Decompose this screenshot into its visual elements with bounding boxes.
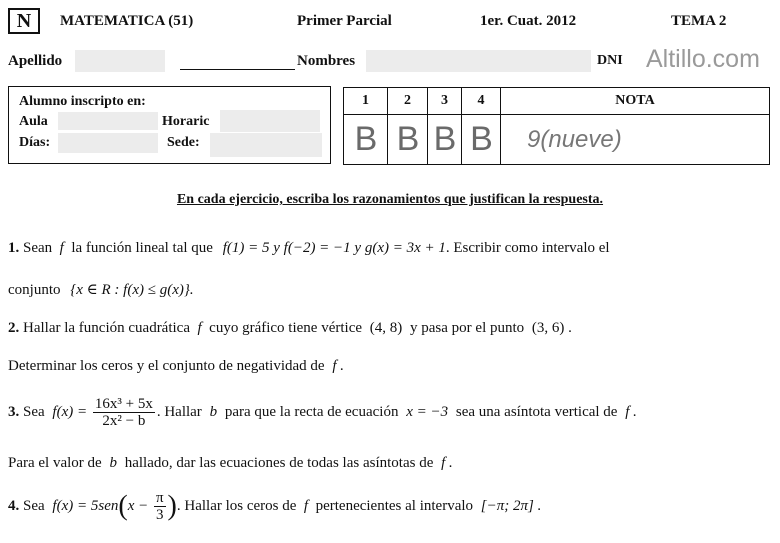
exercise-4-pi-fraction <box>154 490 166 523</box>
exercise-4-line-1 <box>8 490 541 523</box>
aula-redaction <box>58 112 158 130</box>
form-letter-box <box>8 8 40 34</box>
horario-label: Horaric <box>162 114 210 129</box>
exercise-2-line-1 <box>8 320 572 337</box>
exercise-3-denominator: 2x² − b <box>102 413 146 429</box>
exercise-3-line-1 <box>8 396 637 429</box>
exercise-1-set: {x ∈ R : f(x) ≤ g(x)}. <box>70 282 194 298</box>
grade-header-2: 2 <box>388 88 428 115</box>
exercise-3-text-d: sea una asíntota vertical de <box>455 403 618 420</box>
exercise-1-text-b: la función lineal tal que <box>71 240 213 256</box>
exercise-3-fraction <box>93 396 155 429</box>
grades-table <box>343 87 770 165</box>
exercise-2-text-line2: Determinar los ceros y el conjunto de negatividad de <box>8 358 325 374</box>
exercise-4-interval: [−π; 2π] . <box>480 497 542 514</box>
exercise-2-text-a: Hallar la función cuadrática <box>23 320 190 336</box>
exercise-4-text-a: Sea <box>23 497 45 514</box>
grade-nota-value: 9(nueve) <box>501 115 770 165</box>
exercise-4-fx: f(x) = 5sen <box>52 497 119 514</box>
exercise-4-inner-x: x − <box>127 497 149 514</box>
grade-value-2: B <box>388 115 428 165</box>
exam-period: 1er. Cuat. 2012 <box>480 13 577 29</box>
apellido-redaction <box>75 50 165 72</box>
horario-redaction <box>220 110 320 132</box>
exercise-1-f-symbol: f <box>55 240 68 256</box>
exercise-3-number: 3. <box>8 403 20 420</box>
exercise-3-b-symbol-2: b <box>109 455 117 471</box>
exercise-3-fx: f(x) = <box>52 403 88 420</box>
exercise-3-text-line2a: Para el valor de <box>8 455 102 471</box>
aula-label: Aula <box>19 114 48 129</box>
exercise-4-close-paren: ) <box>167 490 177 522</box>
dni-label: DNI <box>597 53 623 68</box>
grade-header-1: 1 <box>344 88 388 115</box>
grade-value-1: B <box>344 115 388 165</box>
exercise-2-point: (3, 6) . <box>531 320 572 336</box>
dias-redaction <box>58 133 158 153</box>
exercise-2-f-symbol: f <box>193 320 206 336</box>
apellido-underline <box>180 69 295 70</box>
exercise-2-f-end: f . <box>332 358 344 374</box>
exercise-1-text-e: conjunto <box>8 282 61 298</box>
exercise-4-text-c: pertenecientes al intervalo <box>315 497 474 514</box>
exam-title: Primer Parcial <box>297 13 392 29</box>
exercise-2-text-d: y pasa por el punto <box>410 320 525 336</box>
exercise-3-line-2 <box>8 455 453 472</box>
exercise-2-line-2 <box>8 358 344 375</box>
exercise-1-line-2 <box>8 280 194 299</box>
exercise-3-b-symbol: b <box>209 403 218 420</box>
exercise-3-f-end: f . <box>625 403 637 420</box>
exercise-3-equation: x = −3 <box>406 403 449 420</box>
exercise-1-text-a: Sean <box>23 240 53 256</box>
grade-value-4: B <box>462 115 501 165</box>
exam-tema: TEMA 2 <box>671 13 727 29</box>
nombres-redaction <box>366 50 591 72</box>
exercise-4-open-paren: ( <box>118 490 128 522</box>
exercise-2-number: 2. <box>8 320 20 336</box>
exercise-4-number: 4. <box>8 497 20 514</box>
exercise-4-text-b: . Hallar los ceros de <box>176 497 297 514</box>
grade-header-4: 4 <box>462 88 501 115</box>
exercise-1-number: 1. <box>8 240 20 256</box>
exercise-2-text-b: cuyo gráfico tiene vértice <box>209 320 363 336</box>
grade-value-3: B <box>428 115 462 165</box>
exercise-3-numerator: 16x³ + 5x <box>94 396 153 412</box>
dias-label: Días: <box>19 135 51 150</box>
exercise-2-vertex: (4, 8) <box>369 320 403 336</box>
apellido-label: Apellido <box>8 53 63 69</box>
exercise-3-text-b: . Hallar <box>156 403 202 420</box>
exercise-4-f-symbol: f <box>300 497 312 514</box>
exercise-3-text-a: Sea <box>23 403 45 420</box>
grade-header-3: 3 <box>428 88 462 115</box>
sede-label: Sede: <box>167 135 200 150</box>
exercise-3-text-c: para que la recta de ecuación <box>224 403 399 420</box>
exercise-1-line-1 <box>8 240 610 257</box>
exercise-3-f-end-2: f . <box>441 455 453 471</box>
exercise-4-pi-num: π <box>155 490 164 506</box>
form-letter: N <box>16 10 32 32</box>
course-title: MATEMATICA (51) <box>60 13 194 29</box>
watermark-logo: Altillo.com <box>646 45 760 73</box>
nombres-label: Nombres <box>297 53 356 69</box>
sede-redaction <box>210 133 322 157</box>
student-box-title: Alumno inscripto en: <box>19 94 146 109</box>
exercise-1-text-d: . Escribir como intervalo el <box>445 240 610 256</box>
exercise-3-text-line2b: hallado, dar las ecuaciones de todas las asíntotas de <box>124 455 434 471</box>
grade-header-nota: NOTA <box>501 88 770 115</box>
exercise-1-conditions: f(1) = 5 y f(−2) = −1 y g(x) = 3x + 1 <box>222 240 446 256</box>
instruction-text: En cada ejercicio, escriba los razonamientos que justifican la respuesta. <box>176 192 604 207</box>
exercise-4-pi-den: 3 <box>156 507 164 523</box>
